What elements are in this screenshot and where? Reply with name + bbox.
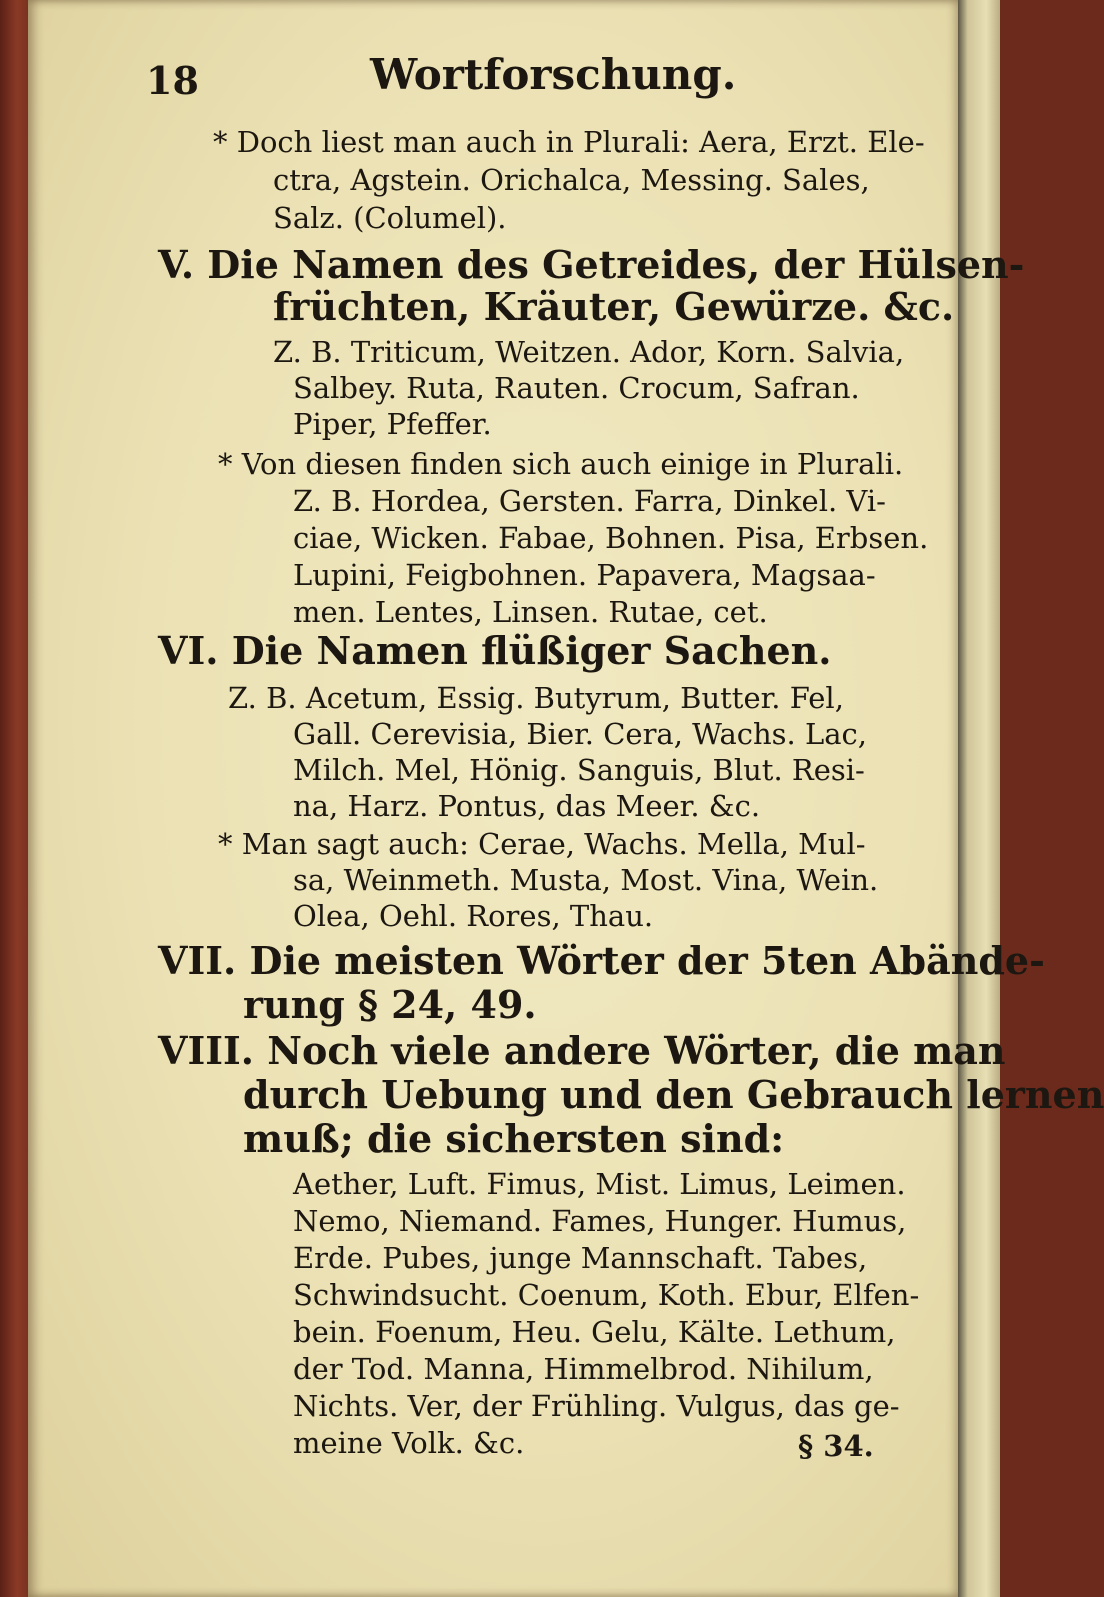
section-heading: VIII. Noch viele andere Wörter, die man: [158, 1028, 1006, 1073]
text-line: ctra, Agstein. Orichalca, Messing. Sales,: [273, 163, 870, 197]
section-heading: rung § 24, 49.: [243, 982, 537, 1027]
text-line: Lupini, Feigbohnen. Papavera, Magsaa-: [293, 558, 876, 592]
text-line: der Tod. Manna, Himmelbrod. Nihilum,: [293, 1352, 874, 1386]
page-number: 18: [146, 58, 199, 103]
text-line: Piper, Pfeffer.: [293, 407, 492, 441]
text-line: * Von diesen finden sich auch einige in Plurali.: [218, 447, 904, 481]
text-line: Salz. (Columel).: [273, 201, 507, 235]
text-line: Salbey. Ruta, Rauten. Crocum, Safran.: [293, 371, 860, 405]
book-page: [28, 0, 1104, 1597]
text-line: Milch. Mel, Hönig. Sanguis, Blut. Resi-: [293, 753, 865, 787]
section-heading: durch Uebung und den Gebrauch lernen: [243, 1072, 1104, 1117]
text-line: na, Harz. Pontus, das Meer. &c.: [293, 789, 761, 823]
text-line: meine Volk. &c.: [293, 1426, 525, 1460]
section-heading: VII. Die meisten Wörter der 5ten Abände-: [158, 938, 1045, 983]
text-line: Schwindsucht. Coenum, Koth. Ebur, Elfen-: [293, 1278, 920, 1312]
text-line: Nemo, Niemand. Fames, Hunger. Humus,: [293, 1204, 907, 1238]
running-title: Wortforschung.: [370, 50, 737, 99]
text-line: Erde. Pubes, junge Mannschaft. Tabes,: [293, 1241, 868, 1275]
text-line: Z. B. Triticum, Weitzen. Ador, Korn. Salvia,: [273, 335, 905, 369]
text-line: men. Lentes, Linsen. Rutae, cet.: [293, 595, 768, 629]
text-line: Z. B. Acetum, Essig. Butyrum, Butter. Fel,: [228, 681, 844, 715]
section-heading: früchten, Kräuter, Gewürze. &c.: [273, 284, 955, 329]
text-line: Olea, Oehl. Rores, Thau.: [293, 899, 654, 933]
text-line: Z. B. Hordea, Gersten. Farra, Dinkel. Vi-: [293, 484, 886, 518]
text-line: * Doch liest man auch in Plurali: Aera, Erzt. Ele-: [213, 125, 925, 159]
catchword: § 34.: [798, 1429, 874, 1463]
text-line: sa, Weinmeth. Musta, Most. Vina, Wein.: [293, 863, 879, 897]
section-heading: V. Die Namen des Getreides, der Hülsen-: [158, 242, 1025, 287]
section-heading: muß; die sichersten sind:: [243, 1116, 785, 1161]
text-line: * Man sagt auch: Cerae, Wachs. Mella, Mul-: [218, 827, 866, 861]
text-line: Gall. Cerevisia, Bier. Cera, Wachs. Lac,: [293, 717, 867, 751]
facing-page-edge: [954, 0, 1000, 1597]
section-heading: VI. Die Namen flüßiger Sachen.: [158, 628, 832, 673]
text-line: bein. Foenum, Heu. Gelu, Kälte. Lethum,: [293, 1315, 896, 1349]
text-line: ciae, Wicken. Fabae, Bohnen. Pisa, Erbsen.: [293, 521, 929, 555]
text-line: Nichts. Ver, der Frühling. Vulgus, das ge-: [293, 1389, 900, 1423]
text-line: Aether, Luft. Fimus, Mist. Limus, Leimen.: [293, 1167, 906, 1201]
